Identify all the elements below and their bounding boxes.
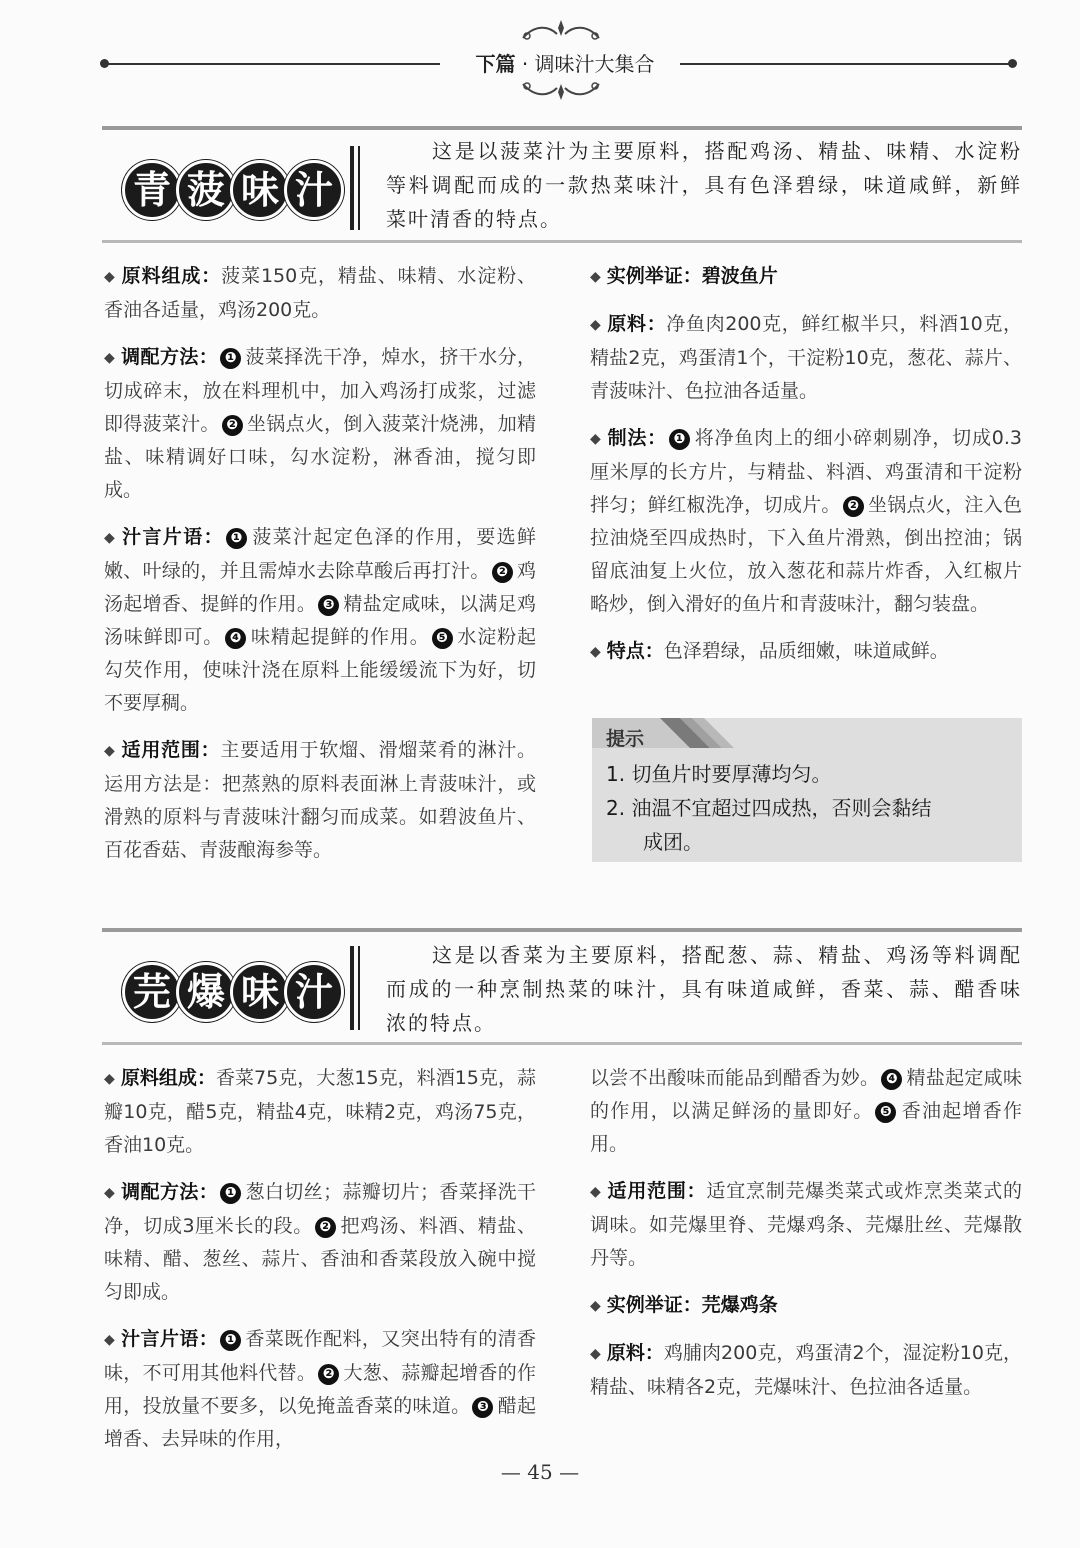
section2-divider-thin	[358, 946, 360, 1030]
section2-title-badge: 芫 爆 味 汁	[122, 962, 338, 1022]
bottom-ornament	[515, 78, 607, 104]
section1-left-column	[104, 260, 536, 881]
ingredients-para: ◆ 原料组成：香菜75克，大葱15克，料酒15克，蒜瓣10克，醋5克，精盐4克，味精2克，鸡汤75克，香油10克。	[104, 1067, 536, 1156]
tip-line-1: 1. 切鱼片时要厚薄均匀。	[606, 762, 832, 786]
tip-title: 提示	[606, 728, 645, 750]
section2-left-column	[104, 1062, 536, 1470]
materials-para: ◆ 原料：净鱼肉200克，鲜红椒半只，料酒10克，精盐2克，鸡蛋清1个，干淀粉10克，葱花、蒜片、青菠味汁、色拉油各适量。	[590, 313, 1022, 402]
steps-para: ◆ 制法： ❶ 将净鱼肉上的细小碎刺剔净，切成0.3厘米厚的长方片，与精盐、料酒、鸡蛋清和干淀粉拌匀；鲜红椒洗净，切成片。 ❷ 坐锅点火，注入色拉油烧至四成热时，下入鱼片滑熟，倒出控油；锅留底油复上火位，放入葱花和蒜片炸香，入红椒片略炒，倒入滑好的鱼片和青菠味汁，翻匀装盘。	[590, 427, 1022, 615]
materials-para: ◆ 原料：鸡脯肉200克，鸡蛋清2个，湿淀粉10克，精盐、味精各2克，芫爆味汁、色拉油各适量。	[590, 1342, 1022, 1398]
tip-stripes	[660, 718, 740, 748]
method-para: ◆ 调配方法： ❶ 葱白切丝；蒜瓣切片；香菜择洗干净，切成3厘米长的段。 ❷ 把鸡汤、料酒、精盐、味精、醋、葱丝、蒜片、香油和香菜段放入碗中搅匀即成。	[104, 1181, 536, 1303]
scope-para: ◆ 适用范围：主要适用于软熘、滑熘菜肴的淋汁。运用方法是：把蒸熟的原料表面淋上青菠味汁，或滑熟的原料与青菠味汁翻匀而成菜。如碧波鱼片、百花香菇、青菠酿海参等。	[104, 739, 536, 861]
header-rule-left	[104, 63, 440, 65]
section2-divider	[350, 946, 354, 1030]
top-ornament	[515, 16, 607, 46]
page-header: 下篇 · 调味汁大集合	[475, 52, 655, 76]
tip-line-3: 成团。	[643, 830, 703, 854]
example-para: ◆ 实例举证：碧波鱼片	[590, 265, 778, 287]
section1-divider-thin	[358, 146, 360, 230]
section2-intro: 这是以香菜为主要原料，搭配葱、蒜、精盐、鸡汤等料调配而成的一种烹制热菜的味汁，具有味道咸鲜，香菜、蒜、醋香味浓的特点。	[386, 943, 1022, 1035]
section1-right-column	[590, 260, 1022, 683]
section2-top-band	[102, 928, 1022, 932]
feature-para: ◆ 特点：色泽碧绿，品质细嫩，味道咸鲜。	[590, 640, 949, 662]
tips-continued-para: 以尝不出酸味而能品到醋香为妙。 ❹ 精盐起定咸味的作用，以满足鲜汤的量即好。 ❺ 香油起增香作用。	[590, 1067, 1022, 1155]
section1-divider	[350, 146, 354, 230]
section1-top-band	[102, 126, 1022, 130]
section2-bottom-band	[102, 1042, 1022, 1045]
tips-para: ◆ 汁言片语： ❶ 菠菜汁起定色泽的作用，要选鲜嫩、叶绿的，并且需焯水去除草酸后再打汁。 ❷ 鸡汤起增香、提鲜的作用。 ❸ 精盐定咸味，以满足鸡汤味鲜即可。 ❹ 味精起提鲜的作用。 ❺ 水淀粉起勾芡作用，使味汁浇在原料上能缓缓流下为好，切不要厚稠。	[104, 526, 536, 714]
section1-bottom-band	[102, 240, 1022, 243]
section1-title-badge: 青 菠 味 汁	[122, 160, 338, 220]
section1-intro: 这是以菠菜汁为主要原料，搭配鸡汤、精盐、味精、水淀粉等料调配而成的一款热菜味汁，具有色泽碧绿，味道咸鲜，新鲜菜叶清香的特点。	[386, 139, 1022, 231]
tip-line-2: 2. 油温不宜超过四成热，否则会黏结	[606, 796, 932, 820]
header-dot-right	[1008, 59, 1017, 68]
header-rule-right	[680, 63, 1012, 65]
ingredients-para: ◆ 原料组成：菠菜150克，精盐、味精、水淀粉、香油各适量，鸡汤200克。	[104, 265, 536, 321]
example-para: ◆ 实例举证：芫爆鸡条	[590, 1294, 778, 1316]
tips-para: ◆ 汁言片语： ❶ 香菜既作配料，又突出特有的清香味，不可用其他料代替。 ❷ 大葱、蒜瓣起增香的作用，投放量不要多，以免掩盖香菜的味道。 ❸ 醋起增香、去异味的作用，	[104, 1328, 536, 1450]
page-number: — 45 —	[500, 1460, 580, 1484]
section2-right-column	[590, 1062, 1022, 1418]
method-para: ◆ 调配方法： ❶ 菠菜择洗干净，焯水，挤干水分，切成碎末，放在料理机中，加入鸡汤打成浆，过滤即得菠菜汁。 ❷ 坐锅点火，倒入菠菜汁烧沸，加精盐、味精调好口味，勾水淀粉，淋香油，搅匀即成。	[104, 346, 536, 501]
scope-para: ◆ 适用范围：适宜烹制芫爆类菜式或炸烹类菜式的调味。如芫爆里脊、芫爆鸡条、芫爆肚丝、芫爆散丹等。	[590, 1180, 1022, 1269]
